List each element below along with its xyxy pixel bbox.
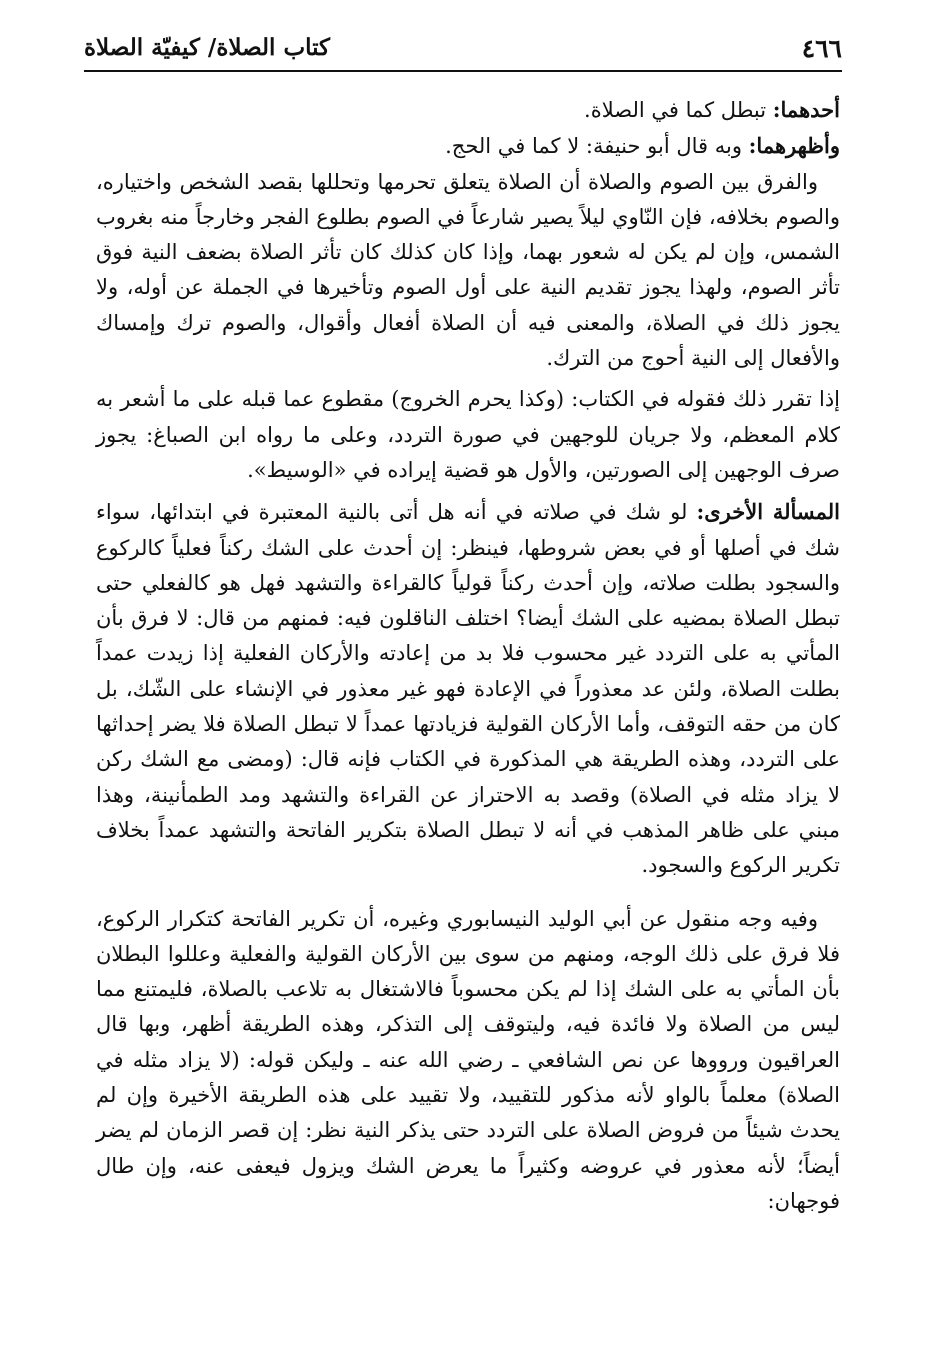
- paragraph-first-view: [96, 92, 840, 128]
- paragraph-label: وأظهرهما:: [748, 133, 840, 159]
- paragraph-text: لو شك في صلاته في أنه هل أتى بالنية المعتبرة في ابتدائها، سواء شك في أصلها أو في بعض شروطها، فينظر: إن أحدث على الشك ركناً فعلياً كالركوع والسجود بطلت صلاته، وإن أحدث ركناً قولياً كالقراءة والتشهد فهل هو كالفعلي حتى تبطل الصلاة بمضيه على الشك أيضا؟ اختلف الناقلون فيه: فمنهم من قال: لا فرق بأن المأتي به على التردد غير محسوب فلا بد من إعادته والأركان الفعلية إذا زيدت عمداً بطلت الصلاة، ولئن عد معذوراً في الإعادة فهو غير معذور في الإنشاء على الشّك، بل كان من حقه التوقف، وأما الأركان القولية فزيادتها عمداً لا تبطل الصلاة فلا يضر إحداثها على التردد، وهذه الطريقة هي المذكورة في الكتاب فإنه قال: (ومضى مع الشك ركن لا يزاد مثله في الصلاة) وقصد به الاحتراز عن القراءة والتشهد ومد الطمأنينة، وهذا مبني على ظاهر المذهب في أنه لا تبطل الصلاة بتكرير الفاتحة والتشهد عمداً بخلاف تكرير الركوع والسجود.: [96, 500, 840, 878]
- paragraph-other-issue: [96, 494, 840, 883]
- paragraph-label: المسألة الأخرى:: [696, 499, 840, 525]
- header-divider: [84, 70, 842, 72]
- running-title: كتاب الصلاة/ كيفيّة الصلاة: [84, 34, 331, 61]
- page-number: ٤٦٦: [801, 34, 842, 63]
- paragraph-text: وبه قال أبو حنيفة: لا كما في الحج.: [445, 134, 749, 159]
- paragraph-alternative-view: وفيه وجه منقول عن أبي الوليد النيسابوري وغيره، أن تكرير الفاتحة كتكرار الركوع، فلا فرق على ذلك الوجه، ومنهم من سوى بين الأركان القولية والفعلية وعللوا البطلان بأن المأتي به على الشك إذا لم يكن محسوباً فالاشتغال به تلاعب بالصلاة، فليمتنع مما ليس من الصلاة ولا فائدة فيه، وليتوقف إلى التذكر، وهذه الطريقة أظهر، وبها قال العراقيون ورووها عن نص الشافعي ـ رضي الله عنه ـ وليكن قوله: (لا يزاد مثله في الصلاة) معلماً بالواو لأنه مذكور للتقييد، ولا تقييد على هذه الطريقة الأخيرة وإن لم يحدث شيئاً من فروض الصلاة على التردد حتى يذكر النية نظر: إن قصر الزمان لم يضر أيضاً؛ لأنه معذور في عروضه وكثيراً ما يعرض الشك ويزول فيعفى عنه، وإن طال فوجهان:: [96, 906, 840, 1213]
- page-body: [96, 92, 840, 1219]
- paragraph-fasting-prayer-difference: والفرق بين الصوم والصلاة أن الصلاة يتعلق تحرمها وتحللها بقصد الشخص واختياره، والصوم بخلافه، فإن النّاوي ليلاً يصير شارعاً في الصوم بطلوع الفجر وخارجاً منه بغروب الشمس، وإن لم يكن له شعور بهما، وإذا كان كذلك كان تأثر الصلاة بضعف النية فوق تأثر الصوم، ولهذا يجوز تقديم النية على أول الصوم وتأخيرها في الجملة عن أوله، ولا يجوز ذلك في الصلاة، والمعنى فيه أن الصلاة أفعال وأقوال، والصوم ترك وإمساك والأفعال إلى النية أحوج من الترك.: [96, 169, 841, 371]
- paragraph-second-view: [96, 128, 840, 164]
- page-header: [84, 28, 842, 68]
- paragraph-label: أحدهما:: [772, 97, 840, 122]
- paragraph-book-statement: إذا تقرر ذلك فقوله في الكتاب: (وكذا يحرم الخروج) مقطوع عما قبله على ما أشعر به كلام المعظم، ولا جريان للوجهين في صورة التردد، وعلى ما رواه ابن الصباغ: يجوز صرف الوجهين إلى الصورتين، والأول هو قضية إيراده في «الوسيط».: [96, 387, 840, 482]
- paragraph-text: تبطل كما في الصلاة.: [584, 98, 773, 122]
